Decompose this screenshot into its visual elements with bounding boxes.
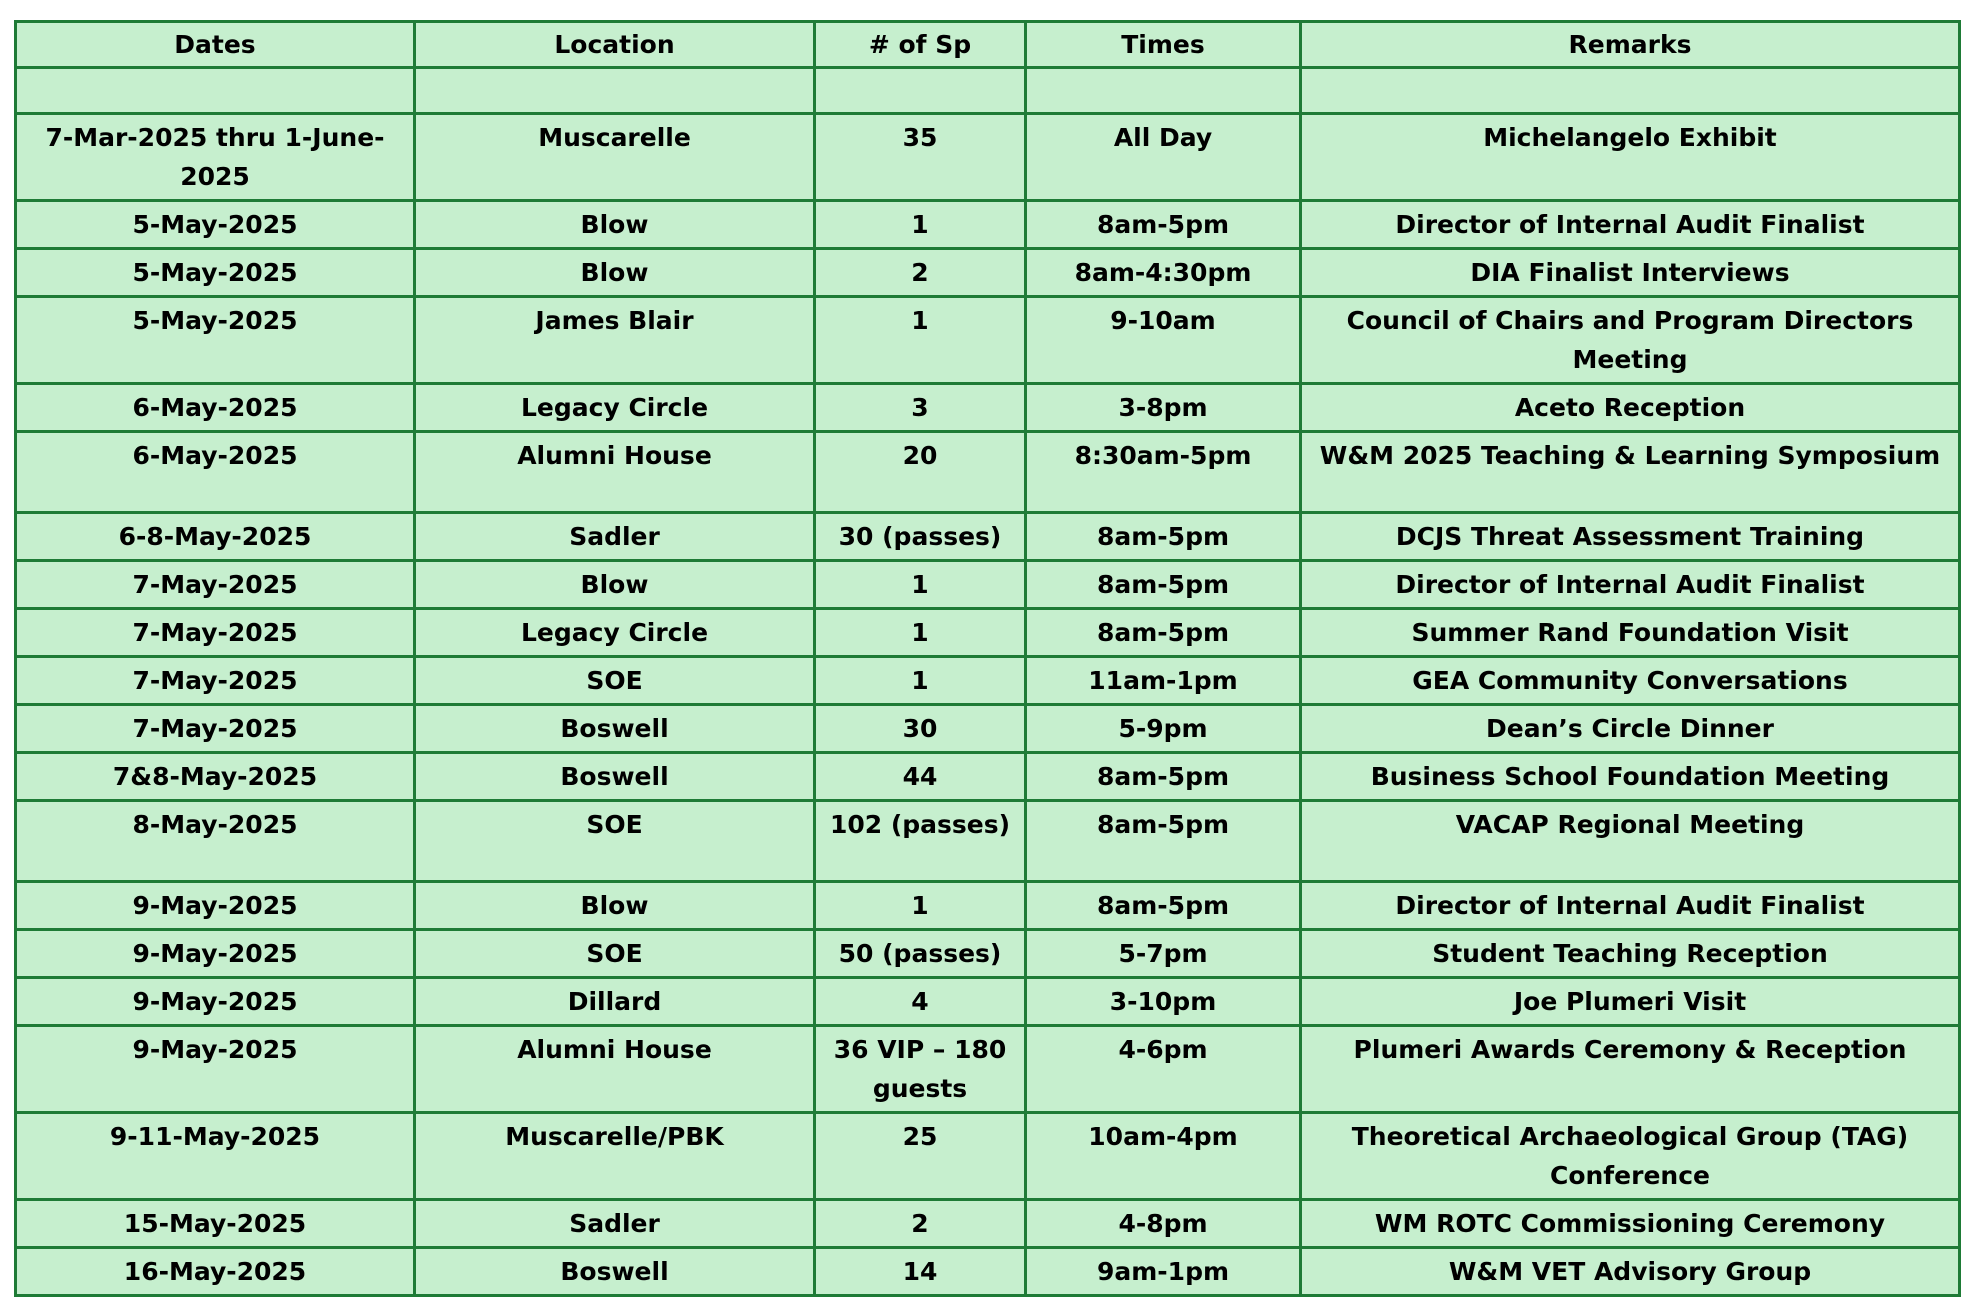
cell-dates: 6-May-2025 [16, 384, 415, 432]
cell-remarks: Summer Rand Foundation Visit [1301, 609, 1960, 657]
cell-location: Dillard [415, 978, 815, 1026]
cell-remarks: Dean’s Circle Dinner [1301, 705, 1960, 753]
cell-spaces: 1 [815, 561, 1026, 609]
header-remarks: Remarks [1301, 22, 1960, 68]
cell-spaces: 20 [815, 432, 1026, 513]
cell-remarks: Student Teaching Reception [1301, 930, 1960, 978]
cell-times: All Day [1026, 114, 1301, 201]
cell-dates: 6-8-May-2025 [16, 513, 415, 561]
cell-location: James Blair [415, 297, 815, 384]
cell-location: Sadler [415, 513, 815, 561]
cell-dates: 5-May-2025 [16, 201, 415, 249]
cell-dates: 7-May-2025 [16, 705, 415, 753]
cell-remarks: GEA Community Conversations [1301, 657, 1960, 705]
table-row [16, 882, 1960, 930]
cell-dates: 8-May-2025 [16, 801, 415, 882]
cell-location: Boswell [415, 705, 815, 753]
schedule-body [16, 68, 1960, 1296]
cell-dates: 7-May-2025 [16, 609, 415, 657]
cell-dates: 7-May-2025 [16, 561, 415, 609]
cell-location: Muscarelle [415, 114, 815, 201]
cell-times: 8am-5pm [1026, 609, 1301, 657]
cell-times: 8am-5pm [1026, 753, 1301, 801]
cell-remarks: VACAP Regional Meeting [1301, 801, 1960, 882]
cell-location: Blow [415, 201, 815, 249]
cell-dates: 9-May-2025 [16, 930, 415, 978]
cell-location: Boswell [415, 1248, 815, 1296]
cell-spaces: 1 [815, 882, 1026, 930]
cell-remarks: Theoretical Archaeological Group (TAG) Conference [1301, 1113, 1960, 1200]
cell-times: 8:30am-5pm [1026, 432, 1301, 513]
cell-times: 4-8pm [1026, 1200, 1301, 1248]
cell-times: 5-7pm [1026, 930, 1301, 978]
cell-remarks: W&M VET Advisory Group [1301, 1248, 1960, 1296]
cell-location: SOE [415, 657, 815, 705]
cell-times: 8am-5pm [1026, 882, 1301, 930]
cell-location: Sadler [415, 1200, 815, 1248]
cell-dates: 7-May-2025 [16, 657, 415, 705]
table-row [16, 753, 1960, 801]
cell-times: 8am-5pm [1026, 201, 1301, 249]
cell-times: 10am-4pm [1026, 1113, 1301, 1200]
cell-dates: 5-May-2025 [16, 249, 415, 297]
table-row [16, 249, 1960, 297]
cell-spaces: 1 [815, 201, 1026, 249]
cell-spaces: 4 [815, 978, 1026, 1026]
cell-times [1026, 68, 1301, 114]
table-row [16, 201, 1960, 249]
header-times: Times [1026, 22, 1301, 68]
cell-location: Blow [415, 561, 815, 609]
table-row [16, 657, 1960, 705]
cell-dates: 9-May-2025 [16, 1026, 415, 1113]
cell-location: Legacy Circle [415, 384, 815, 432]
cell-spaces: 44 [815, 753, 1026, 801]
cell-times: 8am-4:30pm [1026, 249, 1301, 297]
cell-remarks: Plumeri Awards Ceremony & Reception [1301, 1026, 1960, 1113]
cell-times: 3-10pm [1026, 978, 1301, 1026]
cell-spaces: 25 [815, 1113, 1026, 1200]
cell-remarks: Business School Foundation Meeting [1301, 753, 1960, 801]
cell-spaces: 50 (passes) [815, 930, 1026, 978]
cell-location: Alumni House [415, 1026, 815, 1113]
table-row [16, 513, 1960, 561]
cell-times: 11am-1pm [1026, 657, 1301, 705]
cell-remarks: DIA Finalist Interviews [1301, 249, 1960, 297]
schedule-table [14, 20, 1961, 1297]
cell-spaces: 14 [815, 1248, 1026, 1296]
table-row [16, 297, 1960, 384]
cell-spaces: 102 (passes) [815, 801, 1026, 882]
cell-dates: 7&8-May-2025 [16, 753, 415, 801]
cell-dates: 7-Mar-2025 thru 1-June-2025 [16, 114, 415, 201]
cell-spaces: 1 [815, 609, 1026, 657]
cell-times: 8am-5pm [1026, 561, 1301, 609]
cell-spaces: 1 [815, 297, 1026, 384]
cell-dates: 6-May-2025 [16, 432, 415, 513]
table-row [16, 432, 1960, 513]
table-row [16, 1113, 1960, 1200]
table-row [16, 561, 1960, 609]
cell-spaces: 30 (passes) [815, 513, 1026, 561]
header-spaces: # of Sp [815, 22, 1026, 68]
cell-times: 3-8pm [1026, 384, 1301, 432]
cell-times: 8am-5pm [1026, 801, 1301, 882]
cell-dates: 9-11-May-2025 [16, 1113, 415, 1200]
cell-remarks: WM ROTC Commissioning Ceremony [1301, 1200, 1960, 1248]
cell-dates: 9-May-2025 [16, 978, 415, 1026]
cell-times: 4-6pm [1026, 1026, 1301, 1113]
cell-dates [16, 68, 415, 114]
cell-remarks: Michelangelo Exhibit [1301, 114, 1960, 201]
cell-spaces [815, 68, 1026, 114]
cell-times: 9-10am [1026, 297, 1301, 384]
cell-times: 5-9pm [1026, 705, 1301, 753]
cell-remarks: Director of Internal Audit Finalist [1301, 561, 1960, 609]
cell-location: Blow [415, 882, 815, 930]
cell-spaces: 35 [815, 114, 1026, 201]
table-row [16, 1026, 1960, 1113]
cell-location: Boswell [415, 753, 815, 801]
cell-dates: 16-May-2025 [16, 1248, 415, 1296]
cell-remarks [1301, 68, 1960, 114]
cell-location [415, 68, 815, 114]
header-row [16, 22, 1960, 68]
table-row [16, 1200, 1960, 1248]
cell-spaces: 36 VIP – 180 guests [815, 1026, 1026, 1113]
table-row [16, 978, 1960, 1026]
table-row [16, 801, 1960, 882]
cell-spaces: 2 [815, 1200, 1026, 1248]
cell-spaces: 3 [815, 384, 1026, 432]
cell-spaces: 2 [815, 249, 1026, 297]
table-row [16, 609, 1960, 657]
cell-times: 9am-1pm [1026, 1248, 1301, 1296]
header-location: Location [415, 22, 815, 68]
table-row [16, 68, 1960, 114]
table-row [16, 705, 1960, 753]
table-row [16, 384, 1960, 432]
table-row [16, 930, 1960, 978]
cell-remarks: Council of Chairs and Program Directors Meeting [1301, 297, 1960, 384]
cell-location: Blow [415, 249, 815, 297]
cell-dates: 15-May-2025 [16, 1200, 415, 1248]
cell-remarks: Director of Internal Audit Finalist [1301, 882, 1960, 930]
cell-remarks: DCJS Threat Assessment Training [1301, 513, 1960, 561]
cell-remarks: Aceto Reception [1301, 384, 1960, 432]
cell-location: SOE [415, 801, 815, 882]
cell-spaces: 1 [815, 657, 1026, 705]
table-row [16, 1248, 1960, 1296]
cell-location: SOE [415, 930, 815, 978]
cell-dates: 5-May-2025 [16, 297, 415, 384]
cell-dates: 9-May-2025 [16, 882, 415, 930]
cell-remarks: Director of Internal Audit Finalist [1301, 201, 1960, 249]
cell-remarks: W&M 2025 Teaching & Learning Symposium [1301, 432, 1960, 513]
header-dates: Dates [16, 22, 415, 68]
cell-spaces: 30 [815, 705, 1026, 753]
cell-location: Muscarelle/PBK [415, 1113, 815, 1200]
cell-times: 8am-5pm [1026, 513, 1301, 561]
cell-location: Legacy Circle [415, 609, 815, 657]
table-row [16, 114, 1960, 201]
cell-remarks: Joe Plumeri Visit [1301, 978, 1960, 1026]
cell-location: Alumni House [415, 432, 815, 513]
